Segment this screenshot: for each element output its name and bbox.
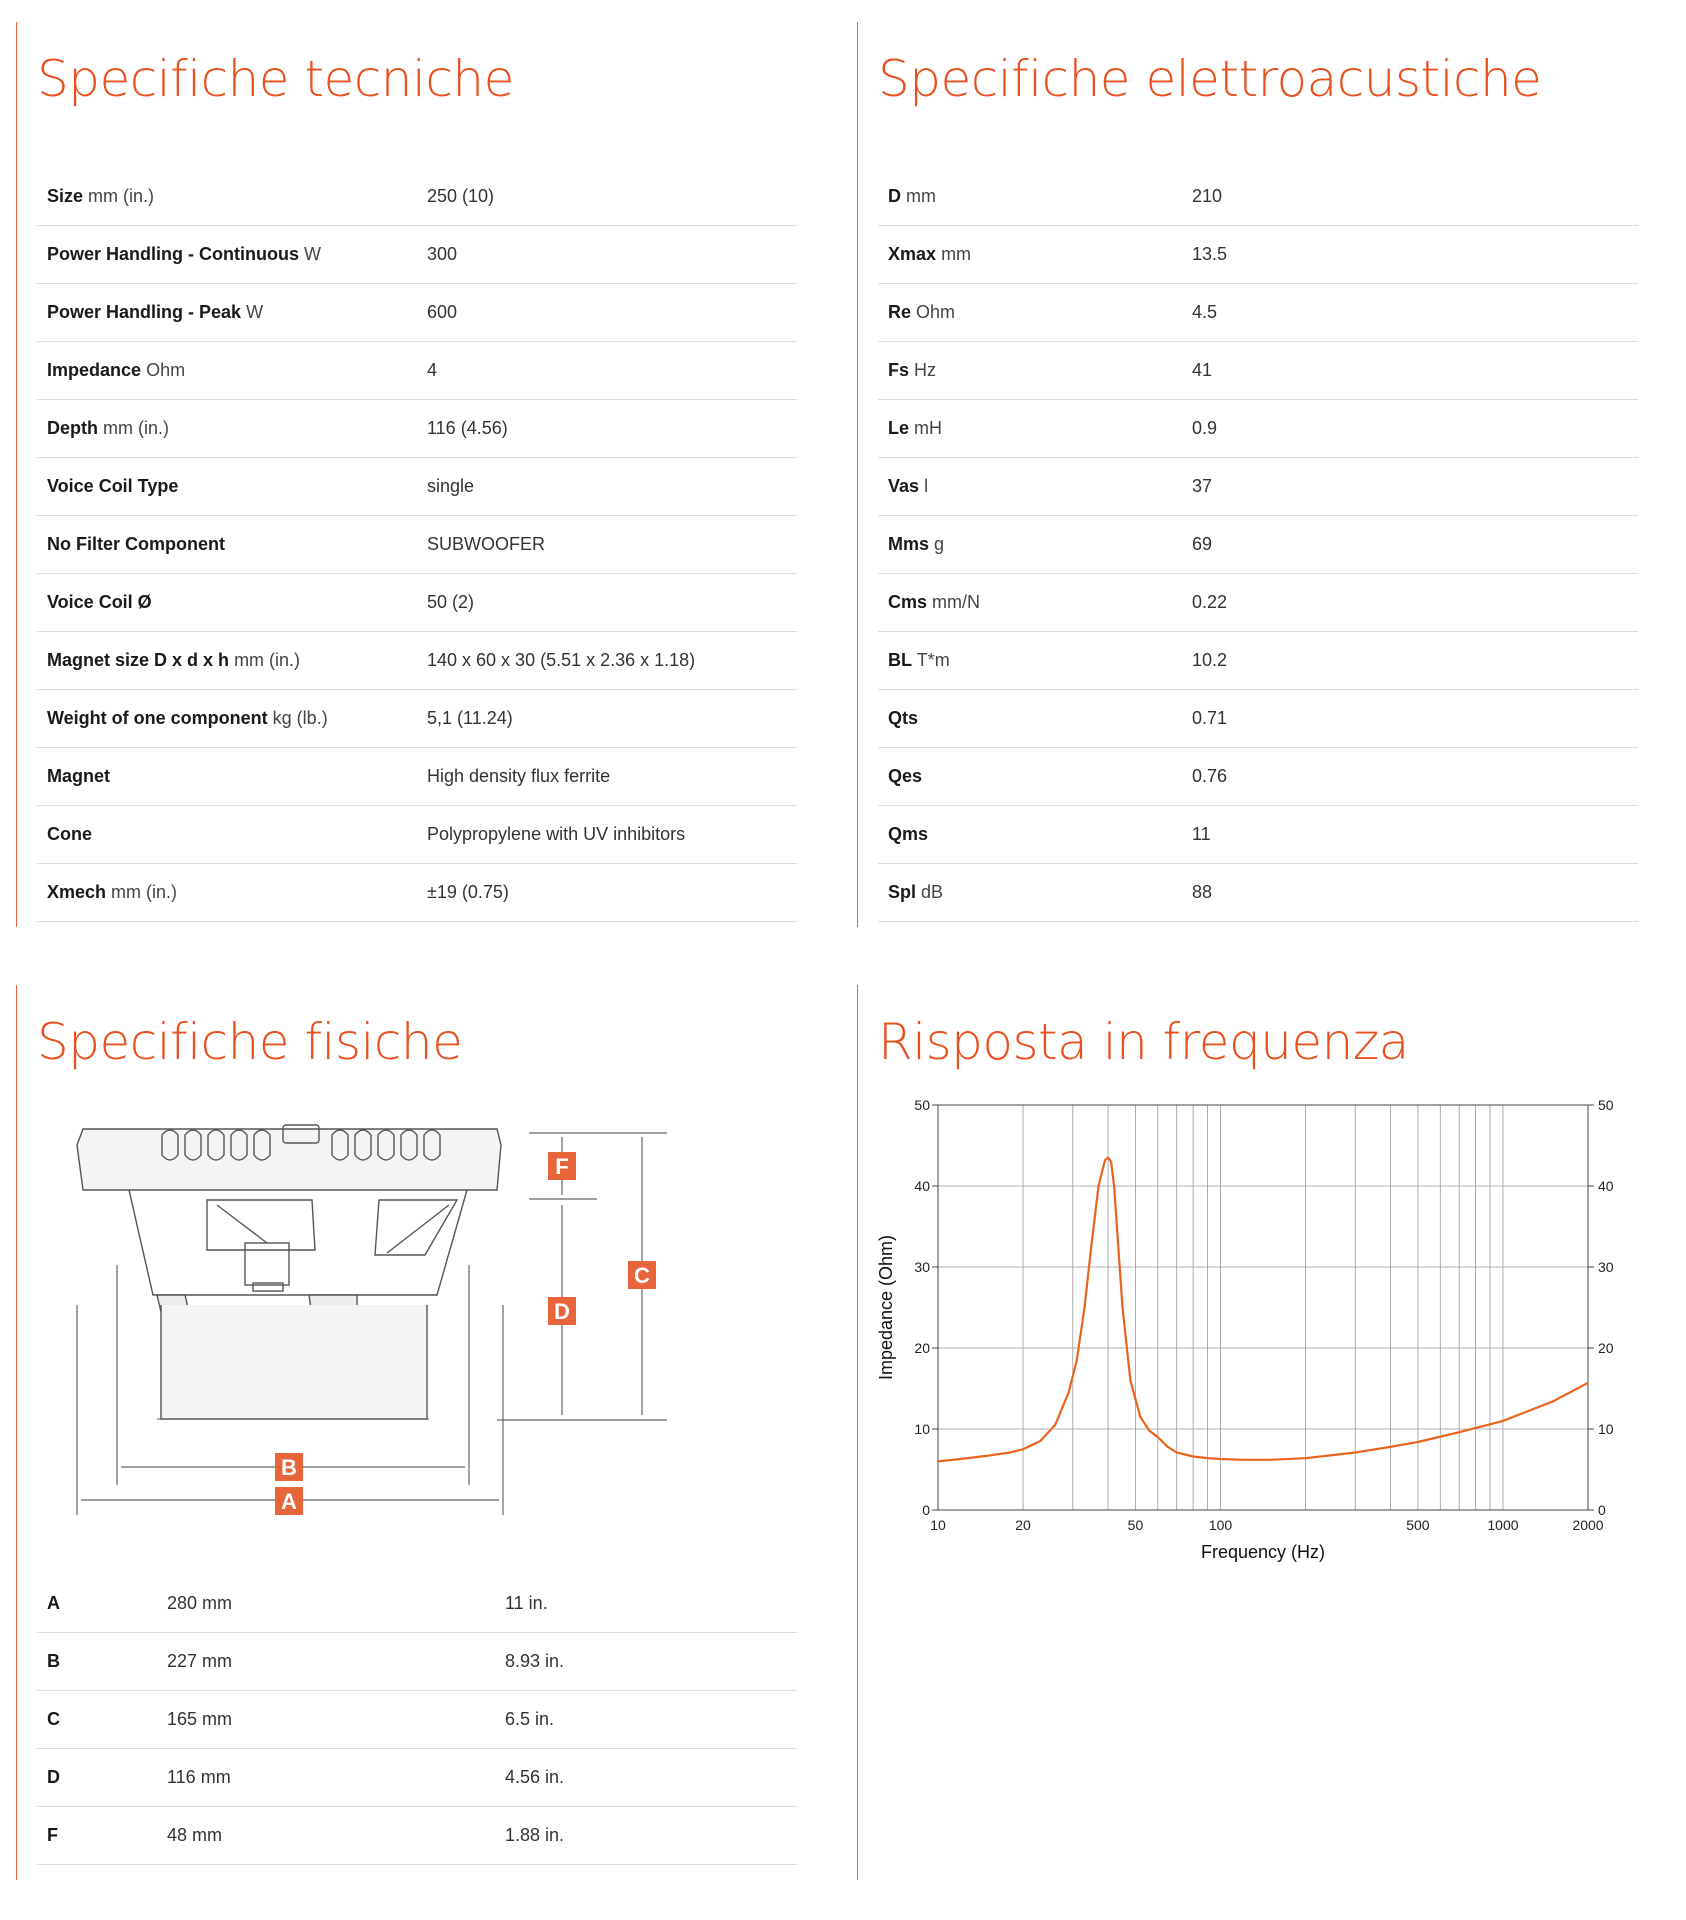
spec-label-cell	[878, 168, 1182, 226]
electro-specs-title: Specifiche elettroacustiche	[878, 50, 1542, 108]
y-tick-label: 30	[914, 1259, 930, 1275]
dimension-letter-text: A	[47, 1593, 60, 1613]
spec-unit: W	[246, 302, 264, 322]
spec-row	[878, 400, 1638, 458]
spec-label: Qms	[888, 824, 929, 844]
spec-row	[878, 226, 1638, 284]
dimension-in: 4.56 in.	[495, 1749, 797, 1807]
electro-specs-panel	[857, 22, 1658, 927]
spec-row	[37, 458, 797, 516]
spec-unit: l	[924, 476, 929, 496]
spec-label: Magnet size D x d x h	[47, 650, 230, 670]
dimension-letter-text: D	[47, 1767, 60, 1787]
spec-value: 0.22	[1182, 574, 1638, 632]
spec-value: 37	[1182, 458, 1638, 516]
spec-unit: dB	[921, 882, 944, 902]
dimension-in: 1.88 in.	[495, 1807, 797, 1865]
spec-row	[37, 226, 797, 284]
dimension-mm: 227 mm	[157, 1633, 495, 1691]
spec-label: Power Handling - Peak	[47, 302, 242, 322]
spec-unit: mm (in.)	[234, 650, 301, 670]
spec-label: Qts	[888, 708, 919, 728]
frequency-response-title: Risposta in frequenza	[878, 1013, 1409, 1071]
x-tick-label: 10	[930, 1517, 946, 1533]
spec-value: 10.2	[1182, 632, 1638, 690]
tech-specs-table	[37, 168, 797, 922]
y-tick-label: 40	[914, 1178, 930, 1194]
spec-label-cell	[37, 574, 417, 632]
dim-label-A	[275, 1487, 303, 1515]
spec-label: Size	[47, 186, 84, 206]
spec-value: 250 (10)	[417, 168, 797, 226]
x-axis-title: Frequency (Hz)	[1200, 1542, 1326, 1562]
spec-unit: Ohm	[146, 360, 186, 380]
spec-label: D	[888, 186, 901, 206]
spec-label-cell	[37, 400, 417, 458]
spec-label-cell	[37, 458, 417, 516]
y-tick-label-right: 20	[1598, 1340, 1614, 1356]
spec-unit: T*m	[916, 650, 950, 670]
y-axis-title: Impedance (Ohm)	[876, 1234, 896, 1381]
spec-value: 69	[1182, 516, 1638, 574]
y-tick-label: 20	[914, 1340, 930, 1356]
dimension-row	[37, 1749, 797, 1807]
spec-unit: g	[934, 534, 945, 554]
spec-label-cell	[878, 400, 1182, 458]
spec-label-cell	[37, 284, 417, 342]
physical-specs-table	[37, 1575, 797, 1865]
spec-row	[878, 748, 1638, 806]
spec-label: Fs	[888, 360, 910, 380]
spec-value: 0.9	[1182, 400, 1638, 458]
speaker-basket	[129, 1190, 467, 1295]
x-tick-label: 1000	[1487, 1517, 1519, 1533]
y-tick-label-right: 40	[1598, 1178, 1614, 1194]
spec-label-cell	[878, 226, 1182, 284]
spec-label-cell	[878, 574, 1182, 632]
spec-unit: Ohm	[916, 302, 956, 322]
subwoofer-dimension-diagram	[57, 1115, 697, 1525]
spec-row	[37, 632, 797, 690]
spec-unit: mm/N	[932, 592, 981, 612]
impedance-chart	[868, 1095, 1648, 1575]
y-tick-label: 0	[922, 1502, 930, 1518]
spec-value: 0.71	[1182, 690, 1638, 748]
x-tick-label: 20	[1015, 1517, 1031, 1533]
impedance-curve	[938, 1158, 1588, 1462]
spec-row	[878, 632, 1638, 690]
physical-specs-panel	[16, 985, 827, 1880]
spec-label-cell	[878, 284, 1182, 342]
dimension-in: 8.93 in.	[495, 1633, 797, 1691]
spec-value: 13.5	[1182, 226, 1638, 284]
spec-label: Xmax	[888, 244, 937, 264]
spec-label-cell	[37, 342, 417, 400]
dimension-letter	[37, 1691, 157, 1749]
spec-label-cell	[878, 748, 1182, 806]
spec-row	[878, 806, 1638, 864]
spec-label: Magnet	[47, 766, 110, 786]
spec-row	[878, 458, 1638, 516]
y-tick-label-right: 10	[1598, 1421, 1614, 1437]
dimension-letter-text: F	[47, 1825, 58, 1845]
spec-value: 88	[1182, 864, 1638, 922]
spec-label: Depth	[47, 418, 98, 438]
dimension-mm: 165 mm	[157, 1691, 495, 1749]
spec-label-cell	[37, 632, 417, 690]
spec-label-cell	[878, 458, 1182, 516]
spec-value: 140 x 60 x 30 (5.51 x 2.36 x 1.18)	[417, 632, 797, 690]
svg-text:A: A	[281, 1489, 297, 1514]
spec-label: Mms	[888, 534, 930, 554]
spec-unit: mm	[906, 186, 937, 206]
svg-text:F: F	[555, 1154, 569, 1179]
dimension-letter-text: B	[47, 1651, 60, 1671]
y-tick-label-right: 30	[1598, 1259, 1614, 1275]
y-tick-label: 10	[914, 1421, 930, 1437]
y-tick-label: 50	[914, 1097, 930, 1113]
dimension-row	[37, 1575, 797, 1633]
spec-label-cell	[878, 632, 1182, 690]
spec-row	[37, 284, 797, 342]
spec-row	[37, 516, 797, 574]
spec-row	[37, 690, 797, 748]
spec-value: single	[417, 458, 797, 516]
spec-value: 4.5	[1182, 284, 1638, 342]
spec-label-cell	[37, 516, 417, 574]
frequency-response-panel	[857, 985, 1658, 1880]
spec-label: Power Handling - Continuous	[47, 244, 299, 264]
dimension-mm: 48 mm	[157, 1807, 495, 1865]
spec-value: 50 (2)	[417, 574, 797, 632]
spec-value: 300	[417, 226, 797, 284]
svg-text:C: C	[634, 1263, 650, 1288]
speaker-frame	[77, 1129, 501, 1190]
spec-row	[878, 168, 1638, 226]
dimension-letter	[37, 1575, 157, 1633]
y-tick-label-right: 50	[1598, 1097, 1614, 1113]
spec-row	[37, 168, 797, 226]
x-tick-label: 50	[1127, 1517, 1144, 1533]
spec-unit: mm	[941, 244, 972, 264]
dimension-row	[37, 1633, 797, 1691]
spec-value: ±19 (0.75)	[417, 864, 797, 922]
spec-label: Weight of one component	[47, 708, 268, 728]
spec-row	[878, 690, 1638, 748]
dimension-in: 11 in.	[495, 1575, 797, 1633]
spec-unit: mm (in.)	[111, 882, 178, 902]
spec-row	[878, 574, 1638, 632]
spec-label-cell	[878, 864, 1182, 922]
svg-text:D: D	[554, 1299, 570, 1324]
spec-label: Voice Coil Type	[47, 476, 179, 496]
dimension-row	[37, 1691, 797, 1749]
dimension-letter	[37, 1749, 157, 1807]
spec-unit: Hz	[914, 360, 937, 380]
spec-label: Spl	[888, 882, 917, 902]
spec-value: 11	[1182, 806, 1638, 864]
spec-value: Polypropylene with UV inhibitors	[417, 806, 797, 864]
spec-label: Impedance	[47, 360, 142, 380]
spec-label-cell	[37, 806, 417, 864]
spec-label-cell	[878, 516, 1182, 574]
spec-unit: kg (lb.)	[272, 708, 328, 728]
spec-label: Qes	[888, 766, 923, 786]
spec-unit: W	[304, 244, 321, 264]
spec-label: Vas	[888, 476, 920, 496]
spec-value: 210	[1182, 168, 1638, 226]
dim-label-D	[548, 1297, 576, 1325]
dimension-in: 6.5 in.	[495, 1691, 797, 1749]
spec-unit: mm (in.)	[103, 418, 170, 438]
spec-value: 0.76	[1182, 748, 1638, 806]
spec-row	[37, 342, 797, 400]
spec-label-cell	[37, 748, 417, 806]
spec-label: No Filter Component	[47, 534, 225, 554]
electro-specs-table	[878, 168, 1638, 922]
tech-specs-panel	[16, 22, 827, 927]
spec-row	[37, 748, 797, 806]
spec-label: BL	[888, 650, 912, 670]
spec-label-cell	[878, 342, 1182, 400]
spec-label-cell	[878, 806, 1182, 864]
spec-row	[878, 342, 1638, 400]
spec-value: High density flux ferrite	[417, 748, 797, 806]
spec-value: 4	[417, 342, 797, 400]
spec-label: Cone	[47, 824, 92, 844]
spec-label: Voice Coil Ø	[47, 592, 152, 612]
x-tick-label: 100	[1208, 1517, 1233, 1533]
speaker-magnet	[161, 1305, 427, 1419]
spec-row	[878, 284, 1638, 342]
physical-specs-title: Specifiche fisiche	[37, 1013, 463, 1071]
spec-row	[37, 400, 797, 458]
spec-label-cell	[878, 690, 1182, 748]
spec-value: 5,1 (11.24)	[417, 690, 797, 748]
spec-row	[878, 516, 1638, 574]
spec-row	[37, 574, 797, 632]
spec-label: Cms	[888, 592, 928, 612]
svg-text:B: B	[281, 1455, 297, 1480]
dimension-mm: 280 mm	[157, 1575, 495, 1633]
spec-value: 41	[1182, 342, 1638, 400]
spec-label-cell	[37, 168, 417, 226]
spec-unit: mm (in.)	[88, 186, 155, 206]
spec-label: Xmech	[47, 882, 107, 902]
y-tick-label-right: 0	[1598, 1502, 1606, 1518]
spec-row	[37, 864, 797, 922]
x-tick-label: 500	[1406, 1517, 1430, 1533]
spec-unit: mH	[914, 418, 943, 438]
dimension-letter	[37, 1633, 157, 1691]
spec-value: SUBWOOFER	[417, 516, 797, 574]
dimension-letter	[37, 1807, 157, 1865]
dimension-row	[37, 1807, 797, 1865]
x-tick-label: 2000	[1572, 1517, 1604, 1533]
spec-label: Le	[888, 418, 910, 438]
dim-label-B	[275, 1453, 303, 1481]
dim-label-C	[628, 1261, 656, 1289]
dimension-mm: 116 mm	[157, 1749, 495, 1807]
spec-value: 116 (4.56)	[417, 400, 797, 458]
spec-label-cell	[37, 690, 417, 748]
spec-row	[878, 864, 1638, 922]
tech-specs-title: Specifiche tecniche	[37, 50, 514, 108]
dim-label-F	[548, 1152, 576, 1180]
dimension-letter-text: C	[47, 1709, 60, 1729]
plot-frame	[938, 1105, 1588, 1510]
spec-label: Re	[888, 302, 912, 322]
spec-value: 600	[417, 284, 797, 342]
spec-label-cell	[37, 864, 417, 922]
spec-label-cell	[37, 226, 417, 284]
spec-row	[37, 806, 797, 864]
